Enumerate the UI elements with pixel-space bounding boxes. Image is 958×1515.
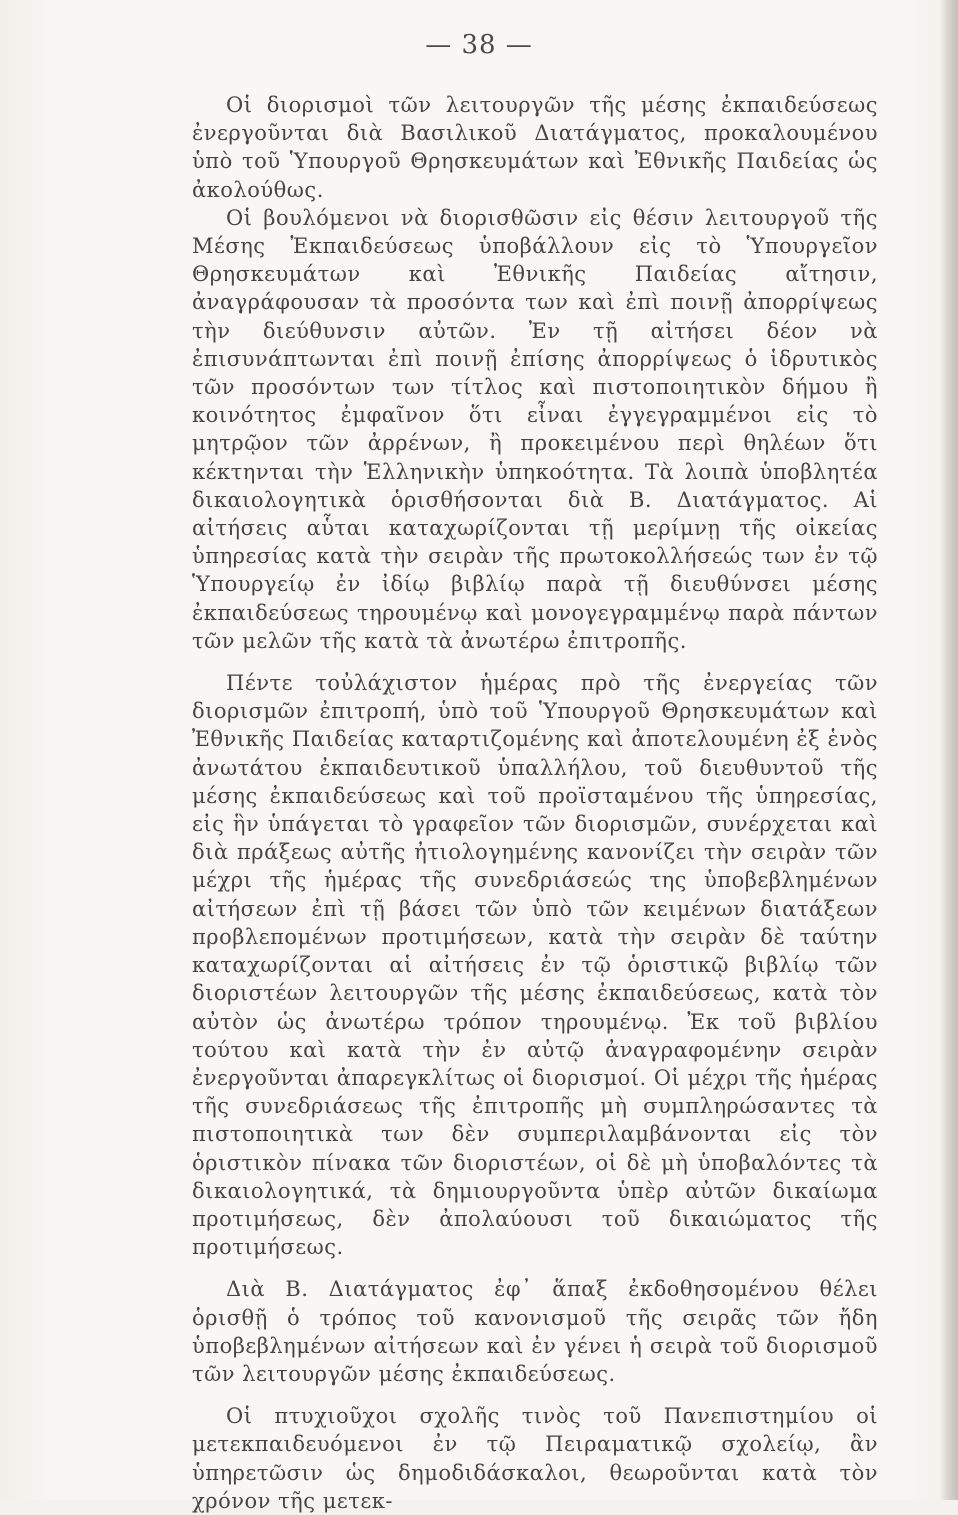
paragraph-1: Οἱ διορισμοὶ τῶν λειτουργῶν τῆς μέσης ἐκπαιδεύσεως ἐνεργοῦνται διὰ Βασιλικοῦ Διατάγματος, προκαλουμένου ὑπὸ τοῦ Ὑπουργοῦ Θρησκευμάτων καὶ Ἐθνικῆς Παιδείας ὡς ἀκολούθως. <box>192 93 878 202</box>
body-text <box>192 91 878 1515</box>
paragraph-2: Οἱ βουλόμενοι νὰ διορισθῶσιν εἰς θέσιν λειτουργοῦ τῆς Μέσης Ἐκπαιδεύσεως ὑποβάλλουν εἰς τὸ Ὑπουργεῖον Θρησκευμάτων καὶ Ἐθνικῆς Παιδείας αἴτησιν, ἀναγράφουσαν τὰ προσόντα των καὶ ἐπὶ ποινῇ ἀπορρίψεως τὴν διεύθυνσιν αὐτῶν. Ἐν τῇ αἰτήσει δέον νὰ ἐπισυνάπτωνται ἐπὶ ποινῇ ἐπίσης ἀπορρίψεως ὁ ἱδρυτικὸς τῶν προσόντων των τίτλος καὶ πιστοποιητικὸν δήμου ἢ κοινότητος ἐμφαῖνον ὅτι εἶναι ἐγγεγραμμένοι εἰς τὸ μητρῷον τῶν ἀρρένων, ἢ προκειμένου περὶ θηλέων ὅτι κέκτηνται τὴν Ἑλληνικὴν ὑπηκοότητα. Τὰ λοιπὰ ὑποβλητέα δικαιολογητικὰ ὁρισθήσονται διὰ Β. Διατάγματος. Αἱ αἰτήσεις αὗται καταχωρίζονται τῇ μερίμνῃ τῆς οἰκείας ὑπηρεσίας κατὰ τὴν σειρὰν τῆς πρωτοκολλήσεώς των ἐν τῷ Ὑπουργείῳ ἐν ἰδίῳ βιβλίῳ παρὰ τῇ διευθύνσει μέσης ἐκπαιδεύσεως τηρουμένῳ καὶ μονογεγραμμένῳ παρὰ πάντων τῶν μελῶν τῆς κατὰ τὰ ἀνωτέρω ἐπιτροπῆς. <box>192 205 878 653</box>
page-number: — 38 — <box>425 30 533 60</box>
paragraph-5: Οἱ πτυχιοῦχοι σχολῆς τινὸς τοῦ Πανεπιστημίου οἱ μετεκπαιδευόμενοι ἐν τῷ Πειραματικῷ σχολείῳ, ἂν ὑπηρετῶσιν ὡς δημοδιδάσκαλοι, θεωροῦνται κατὰ τὸν χρόνον τῆς μετεκ- <box>192 1404 878 1513</box>
paragraph-4: Διὰ Β. Διατάγματος ἐφ᾽ ἅπαξ ἐκδοθησομένου θέλει ὁρισθῇ ὁ τρόπος τοῦ κανονισμοῦ τῆς σειρᾶς τῶν ἤδη ὑποβεβλημένων αἰτήσεων καὶ ἐν γένει ἡ σειρὰ τοῦ διορισμοῦ τῶν λειτουργῶν μέσης ἐκπαιδεύσεως. <box>192 1277 878 1386</box>
paragraph-3: Πέντε τοὐλάχιστον ἡμέρας πρὸ τῆς ἐνεργείας τῶν διορισμῶν ἐπιτροπή, ὑπὸ τοῦ Ὑπουργοῦ Θρησκευμάτων καὶ Ἐθνικῆς Παιδείας καταρτιζομένης καὶ ἀποτελουμένη ἐξ ἑνὸς ἀνωτάτου ἐκπαιδευτικοῦ ὑπαλλήλου, τοῦ διευθυντοῦ τῆς μέσης ἐκπαιδεύσεως καὶ τοῦ προϊσταμένου τῆς ὑπηρεσίας, εἰς ἣν ὑπάγεται τὸ γραφεῖον τῶν διορισμῶν, συνέρχεται καὶ διὰ πράξεως αὐτῆς ἠτιολογημένης κανονίζει τὴν σειρὰν τῶν μέχρι τῆς ἡμέρας τῆς συνεδριάσεώς της ὑποβεβλημένων αἰτήσεων ἐπὶ τῇ βάσει τῶν ὑπὸ τῶν κειμένων διατάξεων προβλεπομένων προτιμήσεων, κατὰ τὴν σειρὰν δὲ ταύτην καταχωρίζονται αἱ αἰτήσεις ἐν τῷ ὁριστικῷ βιβλίῳ τῶν διοριστέων λειτουργῶν τῆς μέσης ἐκπαιδεύσεως, κατὰ τὸν αὐτὸν ὡς ἀνωτέρω τρόπον τηρουμένῳ. Ἐκ τοῦ βιβλίου τούτου καὶ κατὰ τὴν ἐν αὐτῷ ἀναγραφομένην σειρὰν ἐνεργοῦνται ἀπαρεγκλίτως οἱ διορισμοί. Οἱ μέχρι τῆς ἡμέρας τῆς συνεδριάσεως τῆς ἐπιτροπῆς μὴ συμπληρώσαντες τὰ πιστοποιητικὰ των δὲν συμπεριλαμβάνονται εἰς τὸν ὁριστικὸν πίνακα τῶν διοριστέων, οἱ δὲ μὴ ὑποβαλόντες τὰ δικαιολογητικά, τὰ δημιουργοῦντα ὑπὲρ αὐτῶν δικαίωμα προτιμήσεως, δὲν ἀπολαύουσι τοῦ δικαιώματος τῆς προτιμήσεως. <box>192 671 879 1260</box>
page-edge-shadow <box>940 0 958 1500</box>
